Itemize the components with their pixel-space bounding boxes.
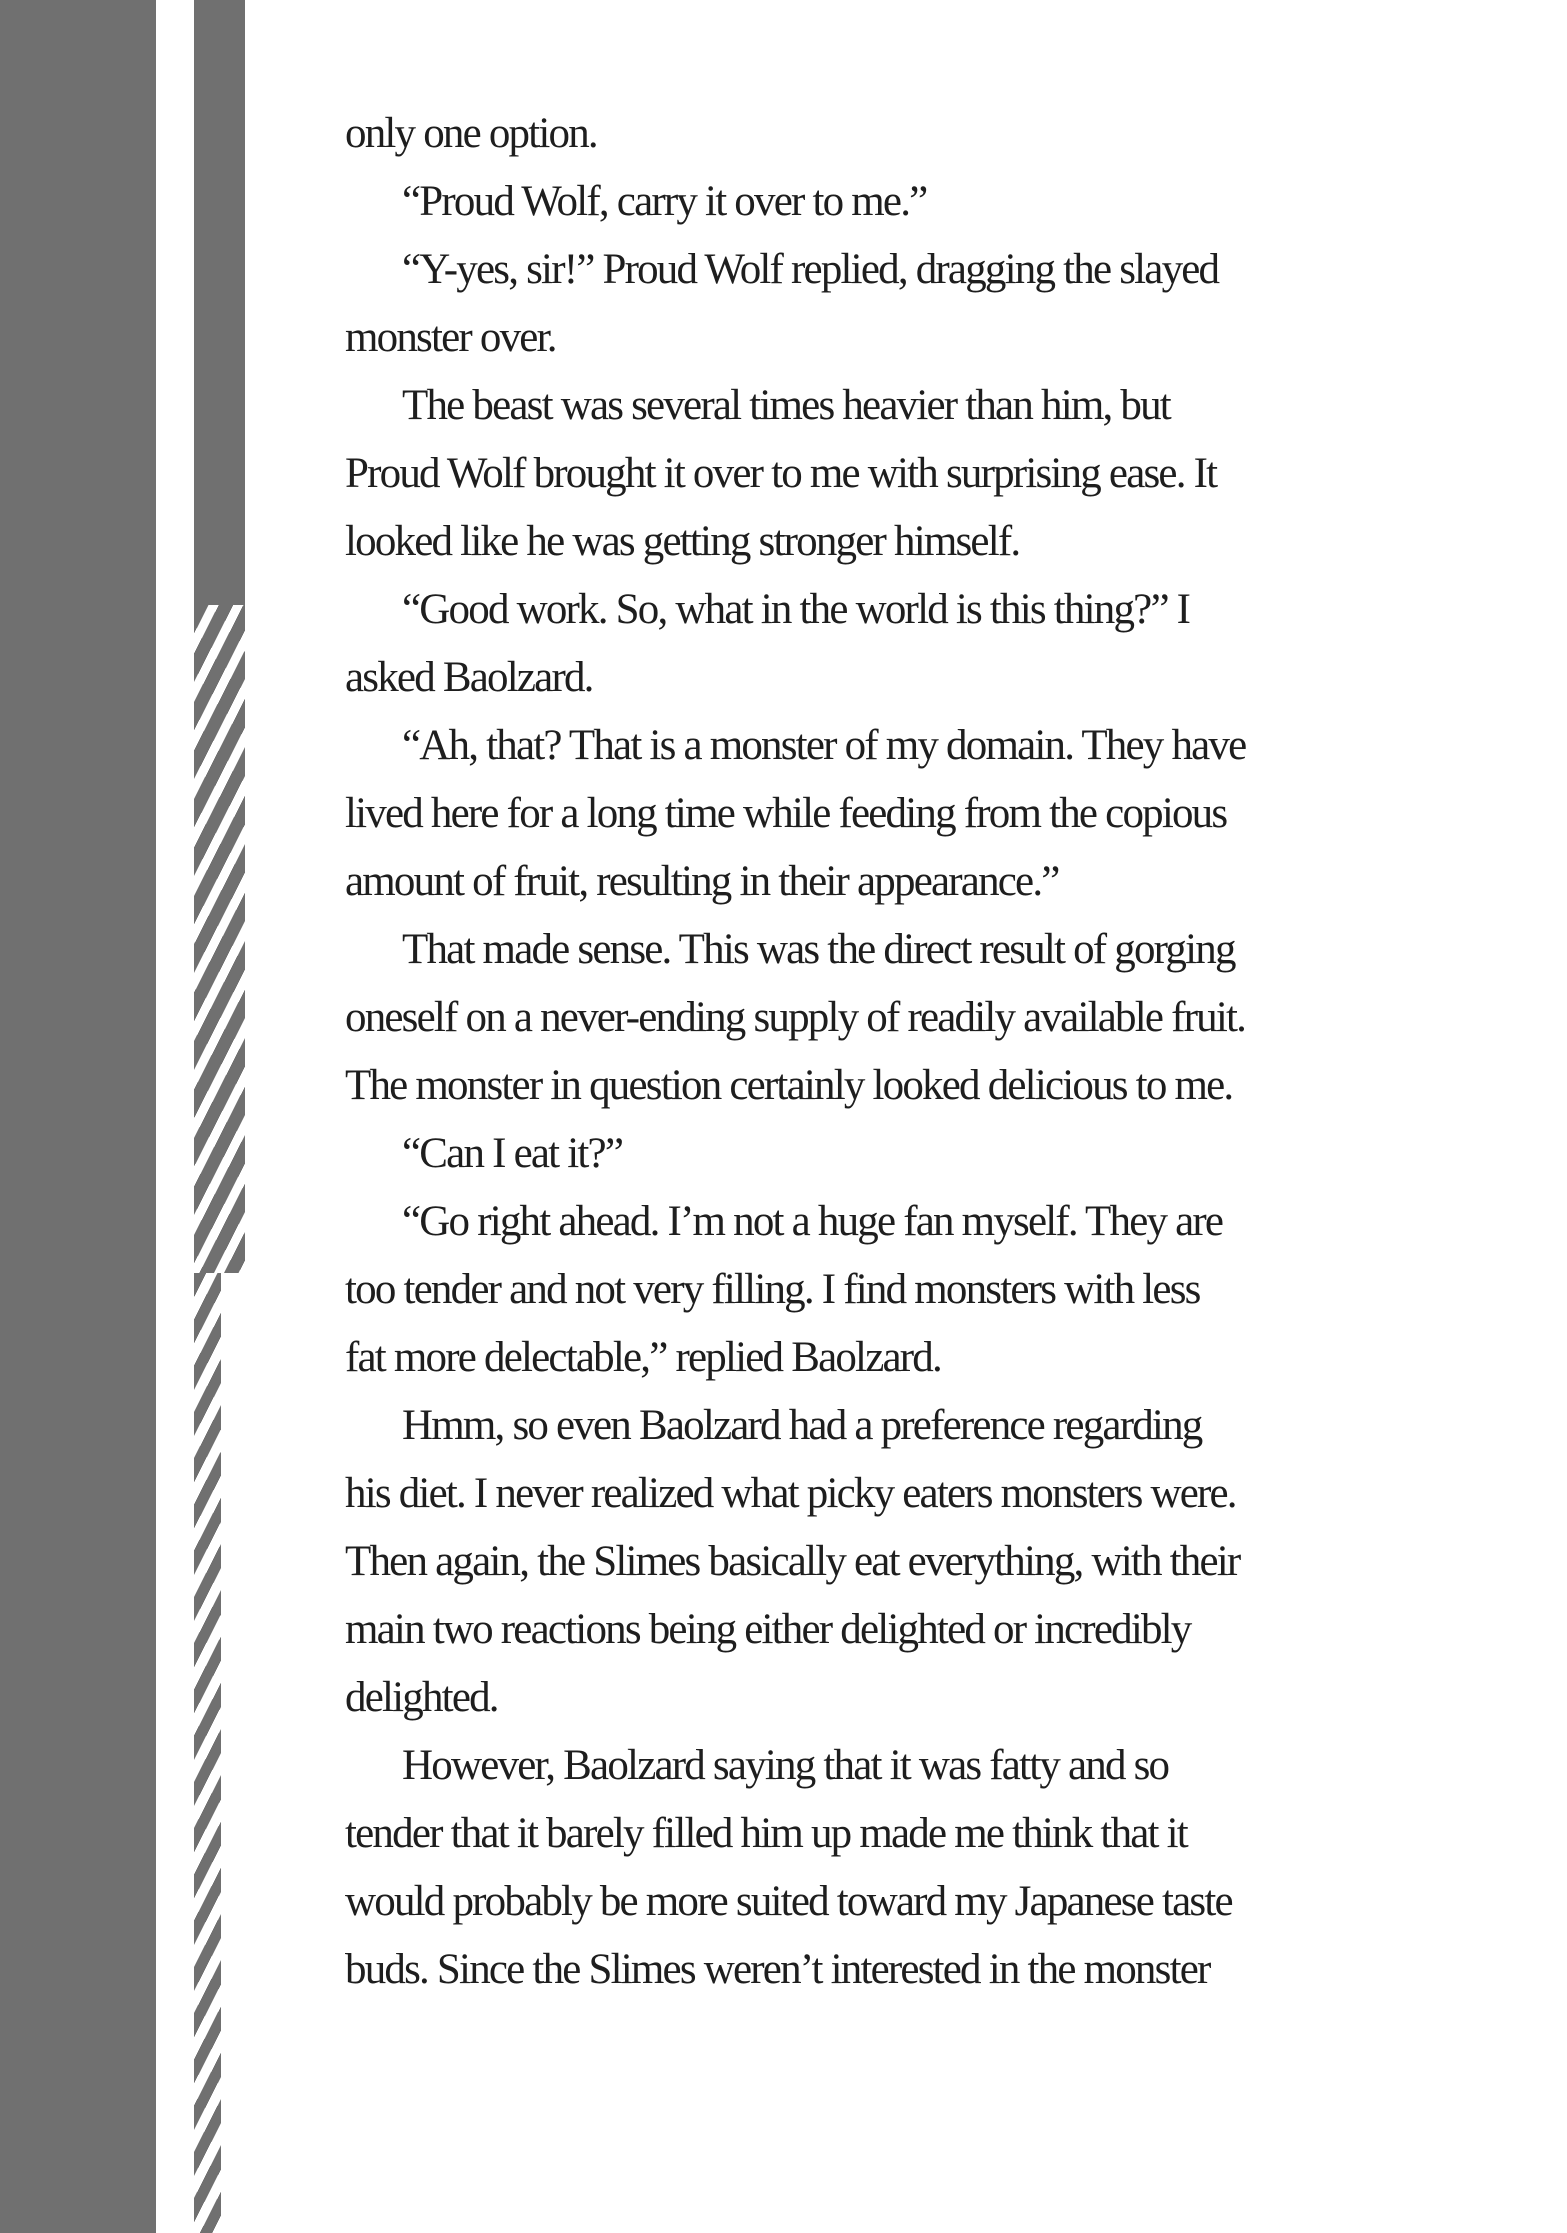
text-line: fat more delectable,” replied Baolzard.: [345, 1334, 941, 1381]
text-line: asked Baolzard.: [345, 654, 593, 701]
text-line: “Go right ahead. I’m not a huge fan myself. They are: [402, 1198, 1223, 1245]
text-line: oneself on a never-ending supply of readily available fruit.: [345, 994, 1246, 1041]
ribbon-stripes-wide: [194, 605, 245, 1273]
text-line: buds. Since the Slimes weren’t interested in the monster: [345, 1946, 1210, 1993]
text-line: lived here for a long time while feeding from the copious: [345, 790, 1227, 837]
ribbon-solid-segment: [194, 0, 245, 605]
text-line: “Y-yes, sir!” Proud Wolf replied, dragging the slayed: [402, 246, 1219, 293]
text-line: “Ah, that? That is a monster of my domain. They have: [402, 722, 1246, 769]
text-line: delighted.: [345, 1674, 498, 1721]
text-line: looked like he was getting stronger himself.: [345, 518, 1020, 565]
text-line: main two reactions being either delighted or incredibly: [345, 1606, 1191, 1653]
text-line: “Proud Wolf, carry it over to me.”: [402, 178, 927, 225]
text-line: Then again, the Slimes basically eat everything, with their: [345, 1538, 1240, 1585]
text-line: Proud Wolf brought it over to me with surprising ease. It: [345, 450, 1217, 497]
text-line: However, Baolzard saying that it was fatty and so: [402, 1742, 1169, 1789]
text-line: too tender and not very filling. I find monsters with less: [345, 1266, 1200, 1313]
text-line: The beast was several times heavier than him, but: [402, 382, 1170, 429]
text-line: only one option.: [345, 110, 597, 157]
text-line: “Good work. So, what in the world is this thing?” I: [402, 586, 1190, 633]
text-line: That made sense. This was the direct result of gorging: [402, 926, 1235, 973]
text-line: “Can I eat it?”: [402, 1130, 623, 1177]
text-line: his diet. I never realized what picky eaters monsters were.: [345, 1470, 1236, 1517]
text-line: Hmm, so even Baolzard had a preference regarding: [402, 1402, 1202, 1449]
page-text: [345, 100, 1475, 2004]
text-line: amount of fruit, resulting in their appearance.”: [345, 858, 1059, 905]
text-line: would probably be more suited toward my Japanese taste: [345, 1878, 1232, 1925]
text-line: The monster in question certainly looked delicious to me.: [345, 1062, 1233, 1109]
ribbon-stripes-narrow: [194, 1273, 221, 2233]
text-line: monster over.: [345, 314, 556, 361]
text-line: tender that it barely filled him up made me think that it: [345, 1810, 1187, 1857]
left-margin-band: [0, 0, 156, 2233]
